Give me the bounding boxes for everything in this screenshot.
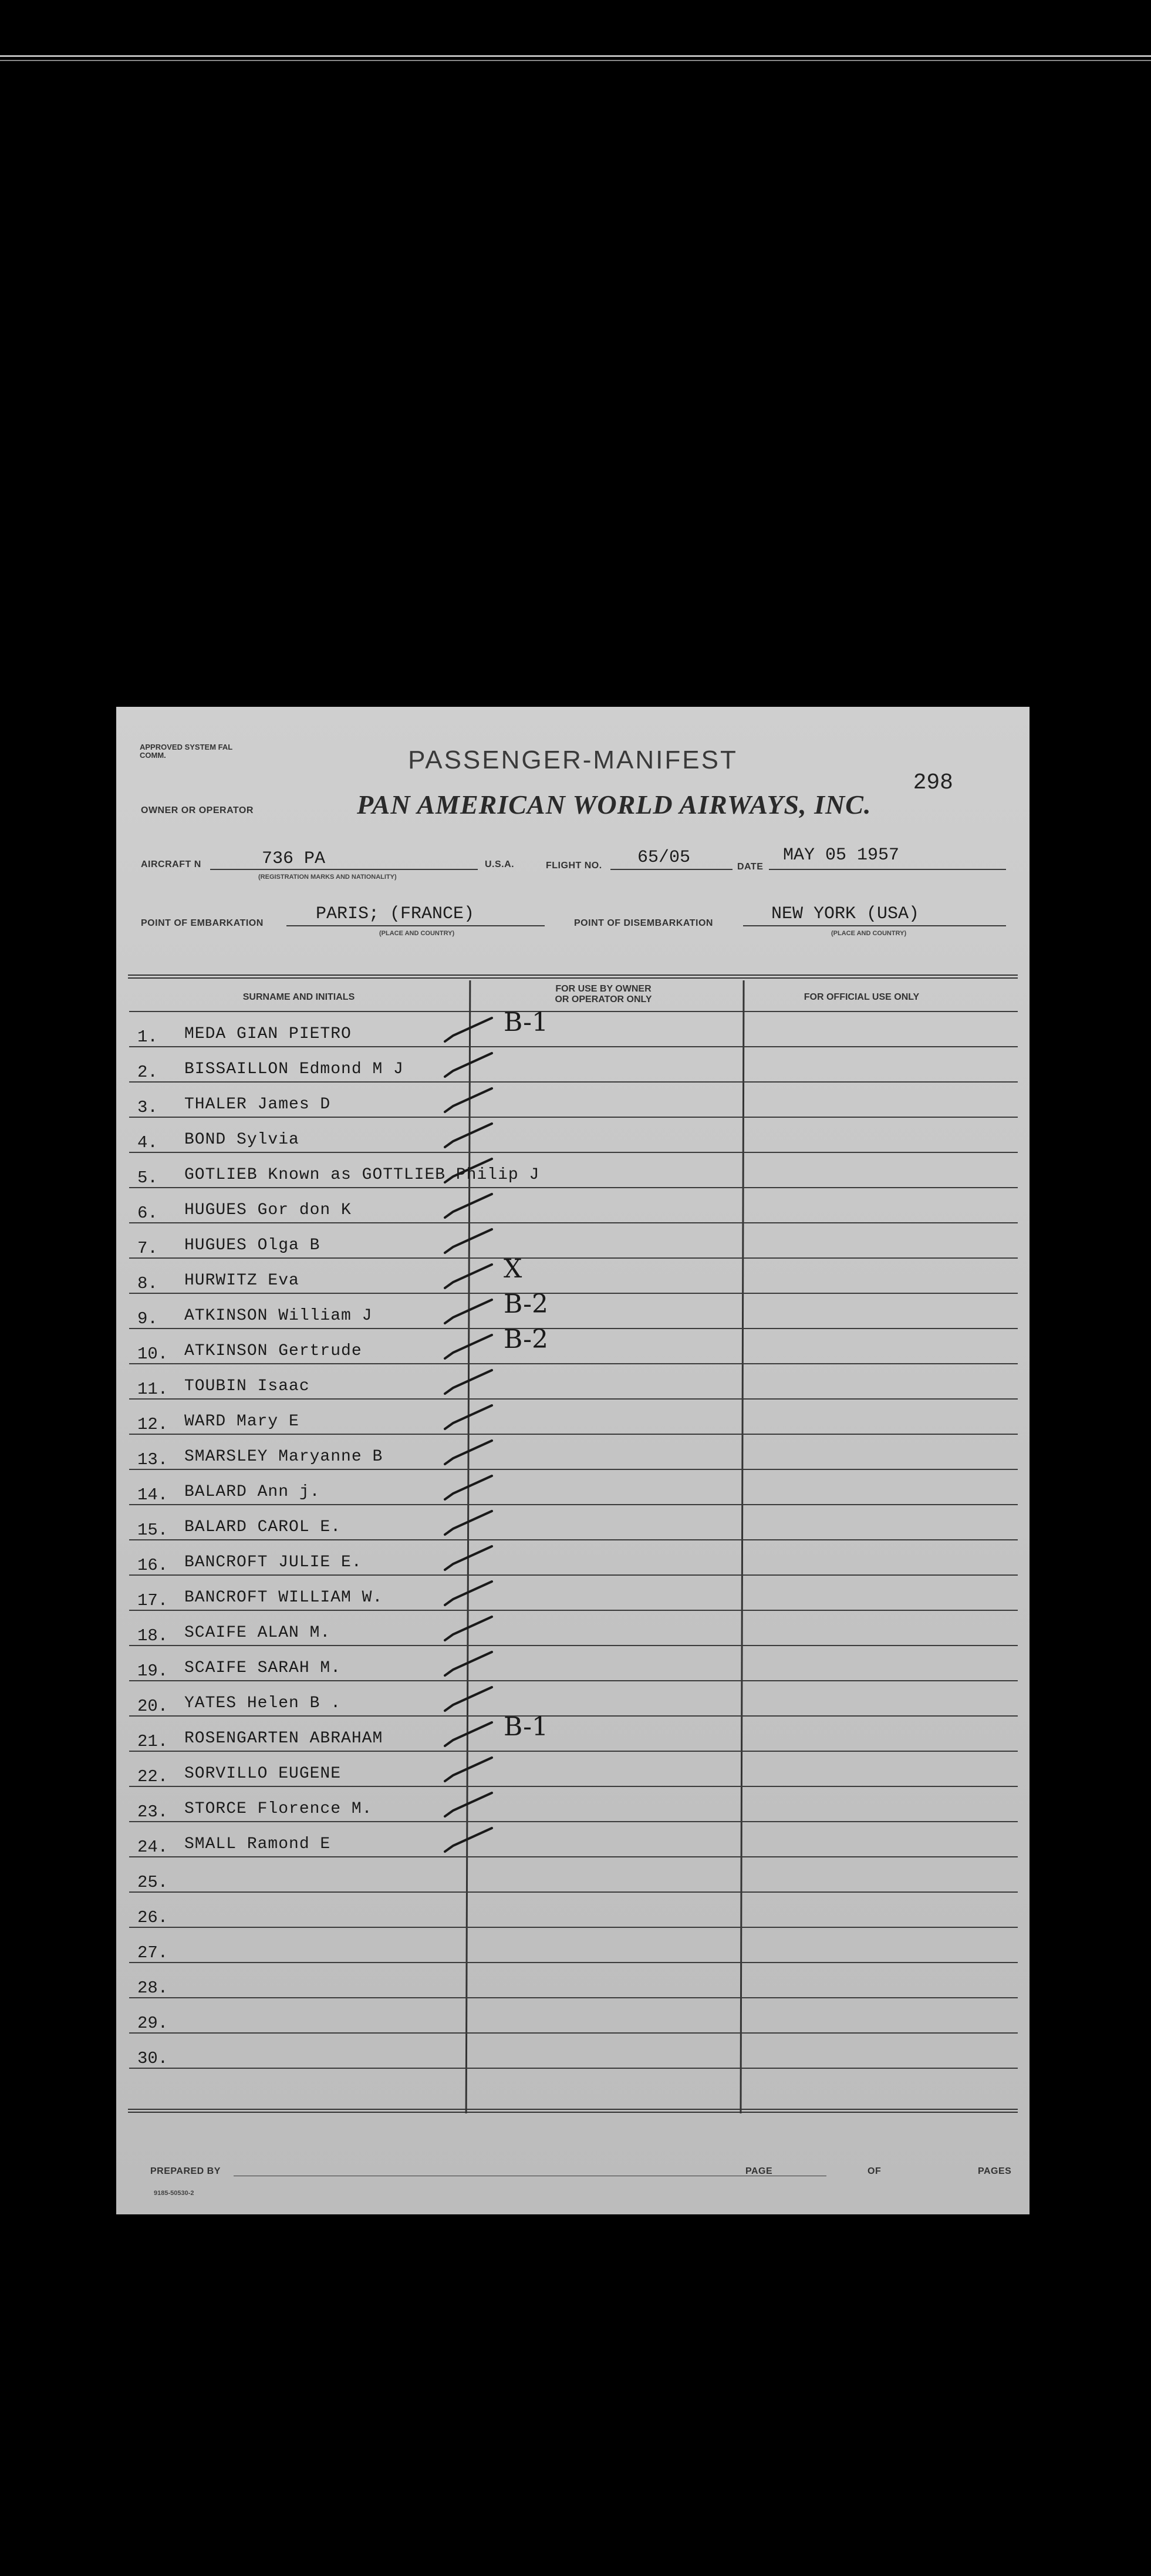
passenger-name: SCAIFE SARAH M. bbox=[184, 1659, 342, 1677]
row-number: 5. bbox=[137, 1168, 158, 1188]
passenger-name: ROSENGARTEN ABRAHAM bbox=[184, 1729, 383, 1748]
col-surname-header: SURNAME AND INITIALS bbox=[242, 992, 355, 1002]
row-number: 7. bbox=[137, 1239, 158, 1258]
passenger-name: SMARSLEY Maryanne B bbox=[184, 1448, 383, 1466]
passenger-name: SORVILLO EUGENE bbox=[184, 1765, 342, 1783]
passenger-name: BANCROFT WILLIAM W. bbox=[184, 1589, 383, 1607]
row-number: 18. bbox=[137, 1626, 168, 1646]
passenger-name: YATES Helen B . bbox=[184, 1694, 342, 1712]
row-number: 17. bbox=[137, 1591, 168, 1610]
film-edge-line bbox=[0, 55, 1151, 57]
embarkation-label: POINT OF EMBARKATION bbox=[141, 918, 264, 928]
owner-mark: B-1 bbox=[504, 1712, 549, 1742]
col-owner-header: FOR USE BY OWNER OR OPERATOR ONLY bbox=[555, 984, 652, 1004]
table-bottom-rule bbox=[128, 2109, 1018, 2113]
date-label: DATE bbox=[737, 862, 764, 872]
checkmark-stroke bbox=[445, 1441, 492, 1464]
country-label: U.S.A. bbox=[485, 859, 515, 869]
embarkation-value: PARIS; (FRANCE) bbox=[316, 904, 475, 924]
passenger-name: BANCROFT JULIE E. bbox=[184, 1553, 362, 1572]
row-number: 3. bbox=[137, 1098, 158, 1117]
owner-mark: X bbox=[504, 1254, 522, 1284]
checkmark-stroke bbox=[445, 1546, 492, 1570]
disembarkation-label: POINT OF DISEMBARKATION bbox=[574, 918, 713, 928]
passenger-name: STORCE Florence M. bbox=[184, 1800, 373, 1818]
page-label: PAGE bbox=[745, 2166, 773, 2176]
prepared-by-label: PREPARED BY bbox=[150, 2166, 221, 2176]
row-number: 16. bbox=[137, 1556, 168, 1575]
page-number: 298 bbox=[913, 770, 953, 795]
embarkation-note: (PLACE AND COUNTRY) bbox=[379, 930, 455, 937]
checkmark-stroke bbox=[445, 1793, 492, 1816]
checkmark-stroke bbox=[445, 1300, 492, 1323]
passenger-name: BALARD Ann j. bbox=[184, 1483, 320, 1501]
row-number: 25. bbox=[137, 1873, 168, 1892]
row-number: 14. bbox=[137, 1485, 168, 1505]
approved-stamp: APPROVED SYSTEM FAL COMM. bbox=[140, 743, 232, 760]
owner-mark: B-2 bbox=[504, 1324, 549, 1354]
checkmark-stroke bbox=[445, 1828, 492, 1852]
checkmark-stroke bbox=[445, 1687, 492, 1711]
owner-operator-label: OWNER OR OPERATOR bbox=[141, 805, 254, 815]
row-number: 8. bbox=[137, 1274, 158, 1293]
checkmark-stroke bbox=[445, 1476, 492, 1499]
manifest-sheet bbox=[116, 707, 1030, 2214]
checkmark-stroke bbox=[445, 1511, 492, 1535]
passenger-name: ATKINSON Gertrude bbox=[184, 1342, 362, 1360]
passenger-name: BISSAILLON Edmond M J bbox=[184, 1060, 404, 1078]
flight-value: 65/05 bbox=[637, 848, 691, 868]
of-label: OF bbox=[868, 2166, 882, 2176]
disembarkation-note: (PLACE AND COUNTRY) bbox=[831, 930, 907, 937]
row-number: 10. bbox=[137, 1344, 168, 1364]
row-number: 30. bbox=[137, 2049, 168, 2068]
checkmark-stroke bbox=[445, 1652, 492, 1675]
pages-label: PAGES bbox=[978, 2166, 1012, 2176]
passenger-name: ATKINSON William J bbox=[184, 1307, 373, 1325]
checkmark-stroke bbox=[445, 1229, 492, 1253]
checkmark-stroke bbox=[445, 1088, 492, 1112]
disembarkation-value: NEW YORK (USA) bbox=[771, 904, 920, 924]
checkmark-stroke bbox=[445, 1758, 492, 1781]
checkmark-stroke bbox=[445, 1617, 492, 1640]
checkmark-stroke bbox=[445, 1722, 492, 1746]
flight-label: FLIGHT NO. bbox=[546, 861, 602, 871]
checkmark-stroke bbox=[445, 1053, 492, 1077]
row-number: 13. bbox=[137, 1450, 168, 1469]
checkmark-stroke bbox=[445, 1159, 492, 1182]
row-number: 11. bbox=[137, 1380, 168, 1399]
row-number: 19. bbox=[137, 1661, 168, 1681]
passenger-name: SMALL Ramond E bbox=[184, 1835, 331, 1853]
row-number: 20. bbox=[137, 1697, 168, 1716]
owner-mark: B-1 bbox=[504, 1007, 549, 1037]
passenger-name: HUGUES Gor don K bbox=[184, 1201, 352, 1219]
film-edge-line-lower bbox=[0, 60, 1151, 61]
passenger-name: MEDA GIAN PIETRO bbox=[184, 1025, 352, 1043]
owner-mark: B-2 bbox=[504, 1289, 549, 1319]
row-number: 29. bbox=[137, 2014, 168, 2033]
checkmark-stroke bbox=[445, 1265, 492, 1288]
checkmark-stroke bbox=[445, 1018, 492, 1041]
row-number: 1. bbox=[137, 1027, 158, 1047]
form-title: PASSENGER-MANIFEST bbox=[408, 746, 738, 774]
col-official-header: FOR OFFICIAL USE ONLY bbox=[804, 992, 920, 1002]
operator-name: PAN AMERICAN WORLD AIRWAYS, INC. bbox=[357, 790, 872, 820]
checkmark-stroke bbox=[445, 1194, 492, 1218]
checkmark-layer bbox=[116, 707, 1030, 2214]
row-number: 2. bbox=[137, 1063, 158, 1082]
row-number: 9. bbox=[137, 1309, 158, 1329]
row-number: 15. bbox=[137, 1520, 168, 1540]
aircraft-label: AIRCRAFT N bbox=[141, 859, 201, 869]
passenger-name: THALER James D bbox=[184, 1095, 331, 1114]
date-value: MAY 05 1957 bbox=[783, 845, 900, 865]
passenger-name: GOTLIEB Known as GOTTLIEB Philip J bbox=[184, 1166, 540, 1184]
form-code: 9185-50530-2 bbox=[154, 2190, 194, 2197]
row-number: 26. bbox=[137, 1908, 168, 1927]
checkmark-stroke bbox=[445, 1582, 492, 1605]
row-number: 28. bbox=[137, 1978, 168, 1998]
passenger-name: BOND Sylvia bbox=[184, 1131, 299, 1149]
checkmark-stroke bbox=[445, 1405, 492, 1429]
row-number: 22. bbox=[137, 1767, 168, 1786]
passenger-name: WARD Mary E bbox=[184, 1412, 299, 1431]
row-number: 6. bbox=[137, 1203, 158, 1223]
passenger-name: BALARD CAROL E. bbox=[184, 1518, 342, 1536]
registration-note: (REGISTRATION MARKS AND NATIONALITY) bbox=[258, 874, 397, 881]
passenger-name: TOUBIN Isaac bbox=[184, 1377, 310, 1395]
checkmark-stroke bbox=[445, 1335, 492, 1358]
row-number: 23. bbox=[137, 1802, 168, 1822]
aircraft-value: 736 PA bbox=[262, 849, 326, 869]
row-number: 24. bbox=[137, 1837, 168, 1857]
row-number: 4. bbox=[137, 1133, 158, 1152]
passenger-name: HUGUES Olga B bbox=[184, 1236, 320, 1255]
checkmark-stroke bbox=[445, 1370, 492, 1394]
checkmark-stroke bbox=[445, 1124, 492, 1147]
passenger-name: HURWITZ Eva bbox=[184, 1272, 299, 1290]
row-number: 21. bbox=[137, 1732, 168, 1751]
passenger-name: SCAIFE ALAN M. bbox=[184, 1624, 331, 1642]
row-number: 12. bbox=[137, 1415, 168, 1434]
row-number: 27. bbox=[137, 1943, 168, 1963]
